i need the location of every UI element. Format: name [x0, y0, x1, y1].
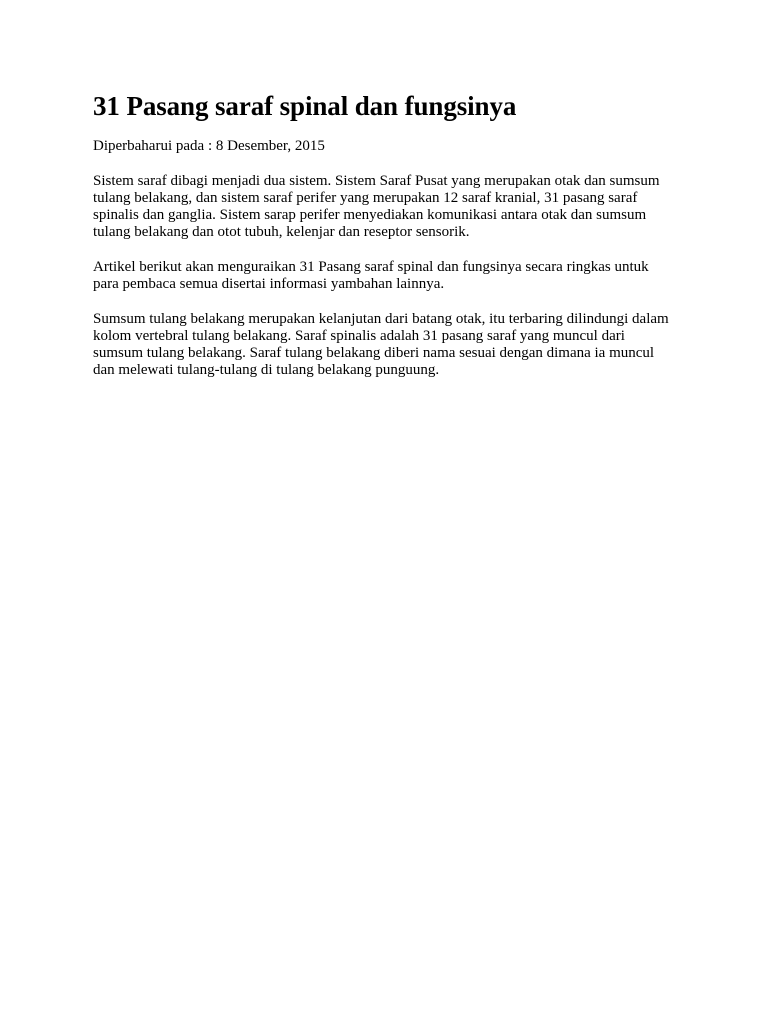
- paragraph-summary: Artikel berikut akan menguraikan 31 Pasang saraf spinal dan fungsinya secara ringkas untuk para pembaca semua disertai informasi yambahan lainnya.: [93, 259, 649, 292]
- document-page: [93, 88, 678, 379]
- updated-date: Diperbaharui pada : 8 Desember, 2015: [93, 138, 325, 154]
- article-title: 31 Pasang saraf spinal dan fungsinya: [93, 91, 517, 121]
- paragraph-intro: Sistem saraf dibagi menjadi dua sistem. Sistem Saraf Pusat yang merupakan otak dan sumsum tulang belakang, dan sistem saraf perifer yang merupakan 12 saraf kranial, 31 pasang saraf spinalis dan ganglia. Sistem sarap perifer menyediakan komunikasi antara otak dan sumsum tulang belakang dan otot tubuh, kelenjar dan reseptor sensorik.: [93, 173, 660, 240]
- paragraph-spinal-cord: Sumsum tulang belakang merupakan kelanjutan dari batang otak, itu terbaring dilindungi dalam kolom vertebral tulang belakang. Saraf spinalis adalah 31 pasang saraf yang muncul dari sumsum tulang belakang. Saraf tulang belakang diberi nama sesuai dengan dimana ia muncul dan melewati tulang-tulang di tulang belakang punguung.: [93, 311, 669, 378]
